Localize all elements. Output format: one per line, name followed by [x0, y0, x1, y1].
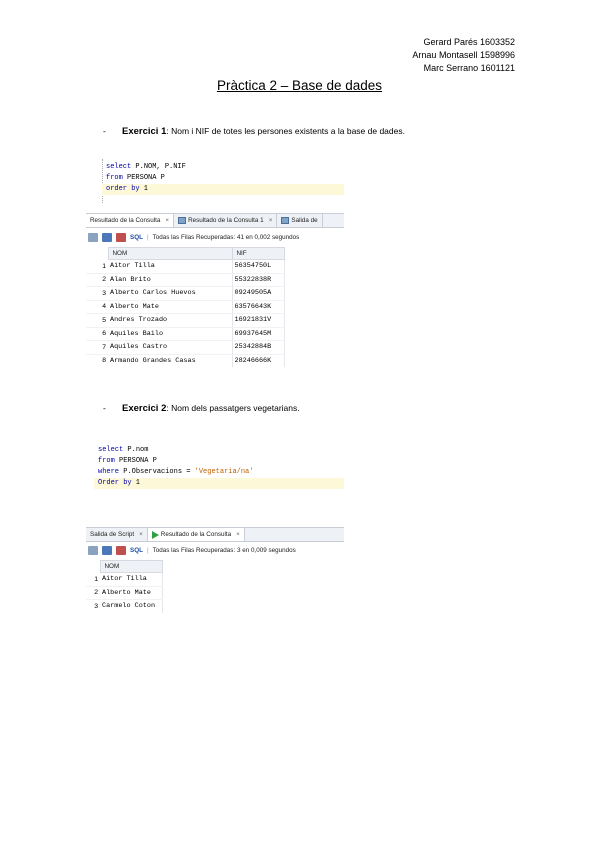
output-icon [281, 217, 289, 224]
print-icon[interactable] [88, 546, 98, 555]
sql-screenshot-2 [86, 441, 344, 613]
sql-button[interactable]: SQL [130, 546, 143, 554]
code-line: where P.Observacions = 'Vegetaria/na' [98, 468, 254, 476]
tab-query-result-1[interactable]: Resultado de la Consulta 1 × [174, 214, 277, 227]
bullet-dash: - [103, 126, 106, 136]
pin-icon[interactable] [102, 233, 112, 242]
result-tabs [86, 213, 344, 228]
refresh-icon[interactable] [116, 233, 126, 242]
print-icon[interactable] [88, 233, 98, 242]
sql-editor[interactable] [94, 445, 344, 489]
tab-output[interactable]: Salida de [277, 214, 322, 227]
column-header[interactable]: NOM [108, 248, 232, 260]
exercise-name: Exercici 2 [122, 403, 167, 414]
close-icon: × [236, 531, 240, 538]
exercise-1-heading [103, 126, 405, 137]
column-header[interactable]: NOM [100, 561, 162, 573]
code-line: Order by 1 [94, 478, 344, 489]
exercise-name: Exercici 1 [122, 126, 167, 137]
exercise-2-heading [103, 403, 300, 414]
table-row[interactable]: 5 Andres Trozado 16921831V [86, 314, 344, 328]
result-tabs [86, 527, 344, 542]
table-row[interactable]: 2 Alberto Mate [86, 586, 344, 600]
result-toolbar: SQL | Todas las Filas Recuperadas: 41 en 0,002 segundos [86, 230, 344, 244]
sql-editor[interactable] [102, 162, 344, 195]
grid-icon [178, 217, 186, 224]
tab-query-result[interactable]: Resultado de la Consulta × [148, 528, 245, 541]
refresh-icon[interactable] [116, 546, 126, 555]
status-text: Todas las Filas Recuperadas: 41 en 0,002 segundos [152, 233, 300, 241]
status-text: Todas las Filas Recuperadas: 3 en 0,009 segundos [152, 546, 296, 554]
exercise-description: : Nom dels passatgers vegetarians. [166, 403, 300, 413]
pin-icon[interactable] [102, 546, 112, 555]
close-icon: × [268, 217, 273, 224]
code-line: from PERSONA P [98, 457, 157, 465]
author-line: Marc Serrano 1601121 [423, 63, 515, 73]
authors-block [412, 36, 515, 75]
result-toolbar: SQL | Todas las Filas Recuperadas: 3 en 0,009 segundos [86, 543, 344, 557]
exercise-description: : Nom i NIF de totes les persones existents a la base de dades. [166, 126, 405, 136]
table-row[interactable]: 4 Alberto Mate 63576643K [86, 300, 344, 314]
tab-query-result[interactable]: Resultado de la Consulta × [86, 214, 174, 227]
result-grid-2 [86, 560, 344, 613]
sql-button[interactable]: SQL [130, 233, 143, 241]
table-row[interactable]: 6 Aquiles Bailo 69937645M [86, 327, 344, 341]
table-row[interactable]: 3 Carmelo Coton [86, 600, 344, 614]
table-row[interactable]: 1 Aitor Tilla [86, 573, 344, 587]
code-line: order by 1 [102, 184, 344, 195]
author-line: Gerard Parés 1603352 [423, 37, 515, 47]
close-icon: × [139, 531, 143, 538]
tab-script-output[interactable]: Salida de Script × [86, 528, 148, 541]
code-line: select P.nom [98, 446, 149, 454]
column-header[interactable]: NIF [232, 248, 284, 260]
table-row[interactable]: 2 Alan Brito 55322838R [86, 273, 344, 287]
author-line: Arnau Montasell 1598996 [412, 50, 515, 60]
sql-screenshot-1 [86, 155, 344, 367]
bullet-dash: - [103, 403, 106, 413]
result-grid-1 [86, 247, 344, 367]
page-title: Pràctica 2 – Base de dades [216, 78, 383, 93]
table-row[interactable]: 8 Armando Grandes Casas 28246666K [86, 354, 344, 367]
table-row[interactable]: 7 Aquiles Castro 25342884B [86, 341, 344, 355]
run-icon [152, 531, 159, 539]
table-row[interactable]: 3 Alberto Carlos Huevos 09249505A [86, 287, 344, 301]
code-line: from PERSONA P [106, 174, 165, 182]
code-line: select P.NOM, P.NIF [106, 163, 186, 171]
table-row[interactable]: 1 Aitor Tilla 56354750L [86, 260, 344, 274]
close-icon: × [165, 217, 170, 224]
